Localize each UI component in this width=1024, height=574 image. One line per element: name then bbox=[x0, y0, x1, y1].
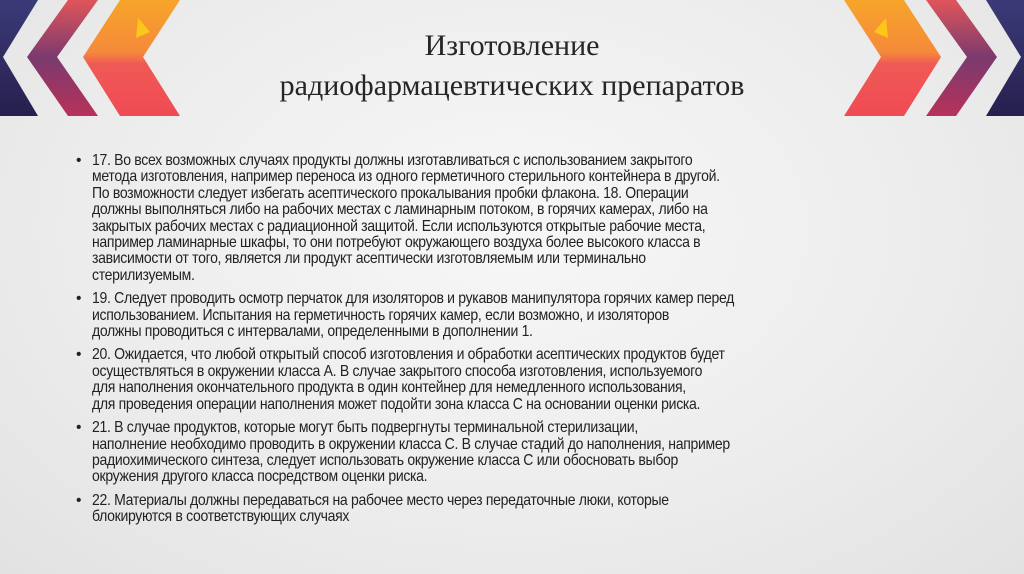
bullet-text-line: метода изготовления, например переноса из одного герметичного стерильного контейнера в другой. bbox=[92, 168, 720, 186]
bullet-item bbox=[76, 420, 976, 486]
bullet-list bbox=[76, 153, 976, 533]
bullet-item bbox=[76, 347, 976, 413]
bullet-text-line: 20. Ожидается, что любой открытый способ изготовления и обработки асептических продуктов будет bbox=[92, 346, 725, 364]
bullet-icon: • bbox=[76, 290, 82, 308]
bullet-text-line: 19. Следует проводить осмотр перчаток для изоляторов и рукавов манипулятора горячих камер перед bbox=[92, 290, 735, 308]
bullet-text-line: блокируются в соответствующих случаях bbox=[92, 508, 350, 526]
bullet-text-line: окружения другого класса посредством оценки риска. bbox=[92, 468, 428, 486]
bullet-item bbox=[76, 153, 976, 284]
bullet-text-line: стерилизуемым. bbox=[92, 266, 195, 284]
bullet-icon: • bbox=[76, 152, 82, 169]
slide-title bbox=[0, 26, 1024, 106]
bullet-item bbox=[76, 291, 976, 340]
bullet-text-line: осуществляться в окружении класса А. В случае закрытого способа изготовления, используемого bbox=[92, 362, 703, 380]
title-line-1: Изготовление bbox=[424, 29, 600, 62]
bullet-item bbox=[76, 493, 976, 526]
bullet-text-line: закрытых рабочих местах с радиационной защитой. Если используются открытые рабочие места, bbox=[92, 217, 706, 235]
bullet-text-line: для проведения операции наполнения может подойти зона класса С на основании оценки риска. bbox=[92, 395, 701, 413]
bullet-icon: • bbox=[76, 346, 82, 364]
bullet-text-line: наполнение необходимо проводить в окружении класса С. В случае стадий до наполнения, например bbox=[92, 435, 730, 453]
bullet-text-line: радиохимического синтеза, следует использовать окружение класса С или обосновать выбор bbox=[92, 451, 679, 469]
bullet-text-line: По возможности следует избегать асептического прокалывания пробки флакона. 18. Операции bbox=[92, 184, 689, 202]
bullet-text-line: 21. В случае продуктов, которые могут быть подвергнуты терминальной стерилизации, bbox=[92, 419, 638, 437]
bullet-icon: • bbox=[76, 491, 82, 509]
bullet-icon: • bbox=[76, 419, 82, 437]
bullet-text-line: 22. Материалы должны передаваться на рабочее место через передаточные люки, которые bbox=[92, 491, 669, 509]
bullet-text-line: использованием. Испытания на герметичность горячих камер, если возможно, и изоляторов bbox=[92, 306, 670, 324]
bullet-text-line: например ламинарные шкафы, то они потребуют окружающего воздуха более высокого класса в bbox=[92, 234, 701, 252]
bullet-text-line: для наполнения окончательного продукта в один контейнер для немедленного использования, bbox=[92, 379, 686, 397]
bullet-text-line: должны проводиться с интервалами, определенными в дополнении 1. bbox=[92, 323, 533, 341]
title-line-2: радиофармацевтических препаратов bbox=[279, 69, 745, 102]
bullet-text-line: 17. Во всех возможных случаях продукты должны изготавливаться с использованием закрытого bbox=[92, 152, 693, 169]
bullet-text-line: должны выполняться либо на рабочих местах с ламинарным потоком, в горячих камерах, либо на bbox=[92, 201, 708, 219]
bullet-text-line: зависимости от того, является ли продукт асептически изготовляемым или терминально bbox=[92, 250, 646, 268]
